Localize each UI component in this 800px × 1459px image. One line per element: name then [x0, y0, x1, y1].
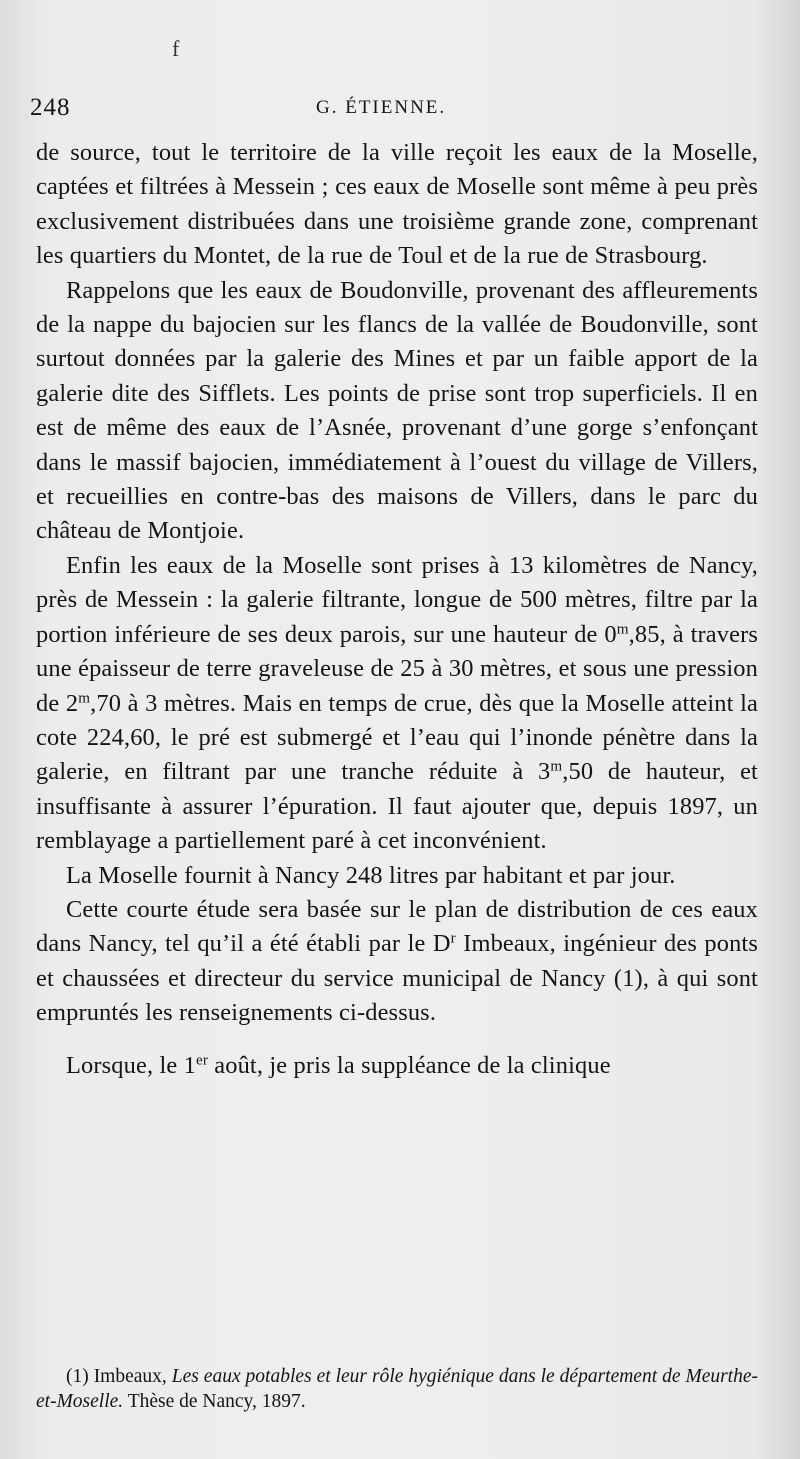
running-head: G. ÉTIENNE.	[316, 97, 447, 118]
paragraph: La Moselle fournit à Nancy 248 litres par habitant et par jour.	[66, 861, 676, 889]
footnote-prefix: (1) Imbeaux,	[66, 1366, 172, 1387]
superscript: m	[616, 621, 629, 638]
page-mark: f	[172, 36, 180, 61]
paragraph	[36, 1049, 758, 1083]
footnotes	[36, 1364, 758, 1414]
footnote	[36, 1364, 758, 1414]
text-run: ,85, à travers une épaisseur de terre graveleuse de 25 à 30 mètres, et sous une pression de 2	[36, 620, 758, 717]
text-run: ,70 à 3 mètres. Mais en temps de crue, dès que la Moselle atteint la cote 224,60, le pré est submergé et l’eau qui l’inonde pénètre dans la galerie, en filtrant par une tranche réduite à 3	[36, 689, 758, 786]
text-run: Lorsque, le 1	[66, 1051, 196, 1079]
paragraph: de source, tout le territoire de la ville reçoit les eaux de la Moselle, captées et filtrées à Messein ; ces eaux de Moselle sont même à peu près exclusivement distribuées dans une troisième grande zone, comprenant les quartiers du Montet, de la rue de Toul et de la rue de Strasbourg.	[36, 139, 758, 270]
superscript: er	[195, 1052, 209, 1069]
paragraph	[36, 549, 758, 859]
text-run: Enfin les eaux de la Moselle sont prises à 13 kilomètres de Nancy, près de Messein : la galerie filtrante, longue de 500 mètres, filtre par la portion inférieure de ses deux parois, sur une hauteur de 0	[36, 551, 758, 648]
paragraph	[36, 893, 758, 1031]
footnote-suffix: Thèse de Nancy, 1897.	[123, 1391, 306, 1412]
body-text	[36, 136, 758, 1083]
superscript: m	[550, 759, 563, 775]
paragraph: Rappelons que les eaux de Boudonville, provenant des affleurements de la nappe du bajocien sur les flancs de la vallée de Boudonville, sont surtout données par la galerie des Mines et par un faible apport de la galerie dite des Sifflets. Les points de prise sont trop superficiels. Il en est de même des eaux de l’Asnée, provenant d’une gorge s’enfonçant dans le massif bajocien, immédiatement à l’ouest du village de Villers, et recueillies en contre-bas des maisons de Villers, dans le parc du château de Montjoie.	[36, 276, 758, 545]
page-header	[30, 94, 760, 128]
text-run: août, je pris la suppléance de la clinique	[208, 1051, 611, 1079]
text-run: Imbeaux, ingénieur des ponts et chaussées et directeur du service municipal de Nancy (1), à qui sont empruntés les renseignements ci-dessus.	[36, 930, 758, 1027]
superscript: m	[78, 690, 91, 707]
text-run: ,50 de hauteur, et insuffisante à assurer l’épuration. Il faut ajouter que, depuis 1897, un remblayage a partiellement paré à cet inconvénient.	[36, 758, 758, 855]
page-number: 248	[30, 94, 71, 121]
superscript: r	[450, 931, 456, 948]
text-run: Cette courte étude sera basée sur le plan de distribution de ces eaux dans Nancy, tel qu’il a été établi par le D	[36, 895, 758, 958]
footnote-title: Les eaux potables et leur rôle hygiénique dans le département de Meurthe-et-Moselle.	[36, 1366, 758, 1412]
